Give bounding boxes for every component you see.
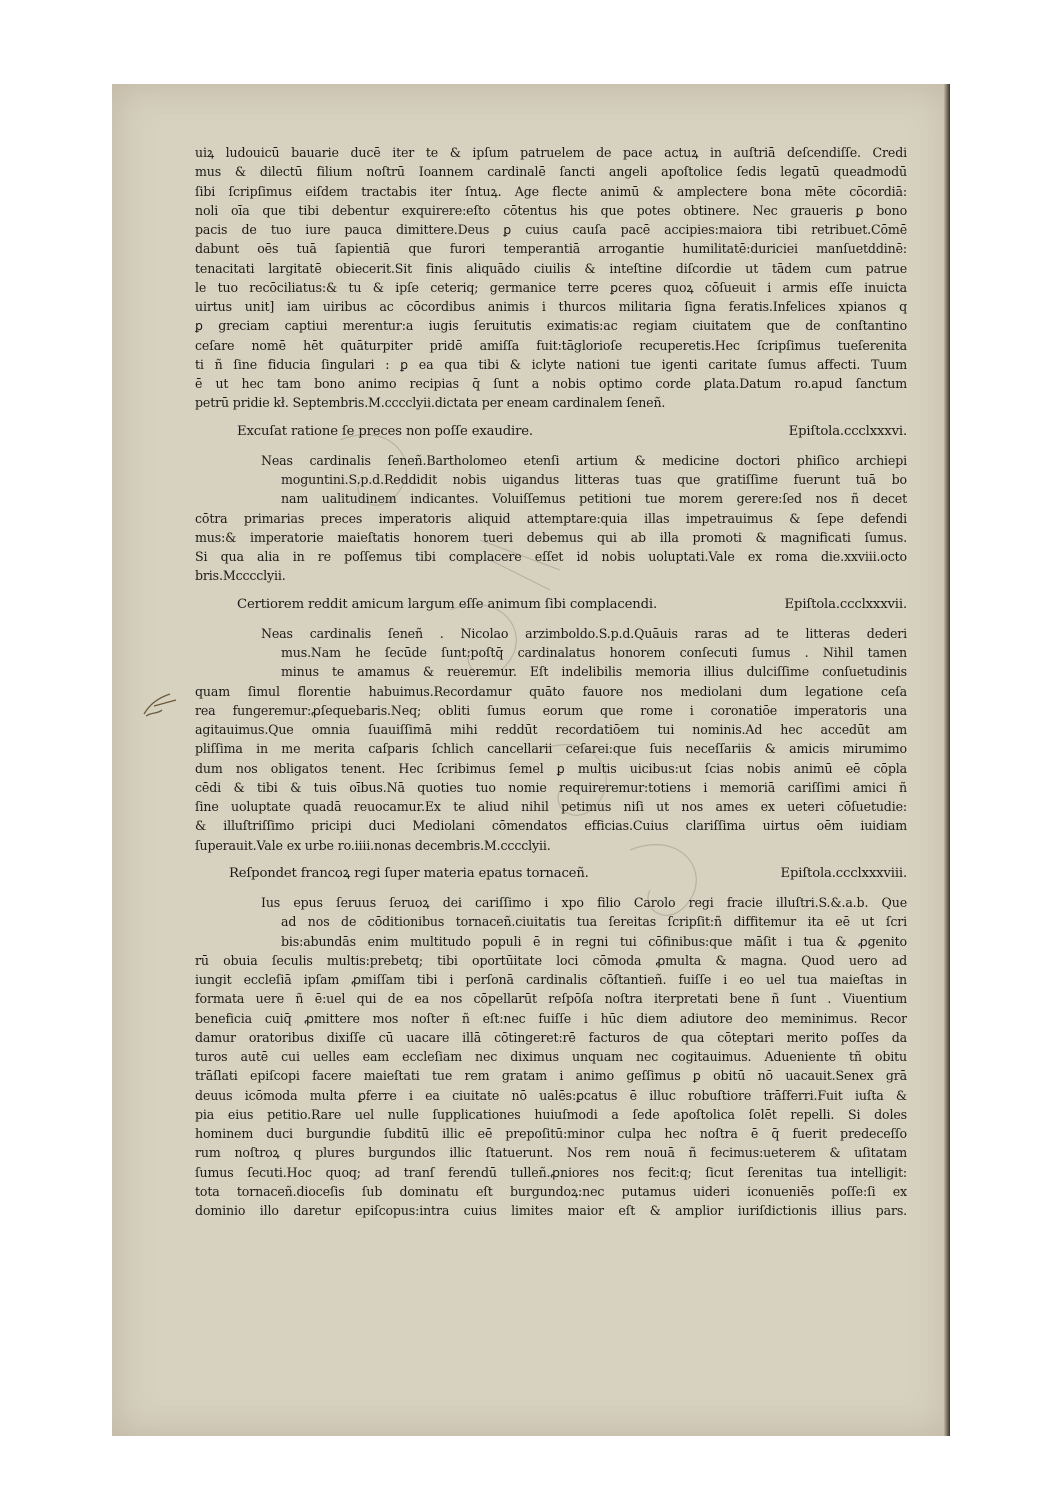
printed-text-block [195, 143, 907, 1226]
text-line: turos autē cui uelles eam eccleſiam nec diximus unquam nec cogitauimus. Adueniente tñ obitu [195, 1049, 907, 1064]
text-line: Ius epus ſeruus ſeruoꝝ dei cariſſimo i xpo filio Carolo regi fracie illuſtri.S.&.a.b. Que [261, 895, 907, 910]
letter-heading [195, 595, 907, 614]
text-line: le tuo recōciliatus:& tu & ipſe ceteriq; germanice terre ꝑceres quoꝝ cōſueuit i armis eſſe inuicta [195, 279, 907, 295]
text-line: pacis de tuo iure pauca dimittere.Deus ꝑ cuius cauſa pacē accipies:maiora tibi retribuet.Cōmē [195, 222, 907, 237]
text-line: Si qua alia in re poſſemus tibi complacere eſſet id nobis uoluptati.Vale ex roma die.xxviii.octo [195, 549, 907, 564]
text-line: tenacitati largitatē obiecerit.Sit finis aliquādo ciuilis & inteſtine diſcordie ut tādem cum patrue [195, 260, 907, 276]
text-line: minus te amamus & reueremur. Eſt indelibilis memoria illius dulciſſime conſuetudinis [281, 664, 907, 680]
text-line: uiꝝ ludouicū bauarie ducē iter te & ipſum patruelem de pace actuꝝ in auſtriā deſcendiſſe. Credi [195, 145, 907, 160]
text-line: bris.Mcccclyii. [195, 568, 286, 584]
text-line: pliſſima in me merita caſparis ſchlich cancellarii ceſarei:que ſuis neceſſariis & amicis mirumimo [195, 741, 907, 757]
letter-heading [195, 864, 907, 883]
text-line: hominem duci burgundie ſubditū illic eē prepoſitū:minor culpa hec noſtra ē q̄ fuerit predeceſſo [195, 1126, 907, 1141]
text-line: ſine uoluptate quadā reuocamur.Ex te aliud nihil petimus niſi ut nos ames ex ueteri cōſuetudie: [195, 799, 907, 814]
text-line: cōtra primarias preces imperatoris aliquid attemptare:quia illas impetrauimus & ſepe defendi [195, 510, 907, 526]
letter-number: Epiſtola.ccclxxxviii. [780, 865, 907, 881]
text-line: ē ut hec tam bono animo recipias q̄ ſunt a nobis optimo corde ꝑlata.Datum ro.apud ſanctum [195, 376, 907, 391]
text-line: ſuperauit.Vale ex urbe ro.iiii.nonas decembris.M.cccclyii. [195, 837, 551, 853]
letter-summary: Excuſat ratione ſe preces non poſſe exaudire. [237, 423, 533, 439]
text-line: noli oīa que tibi debentur exquirere:eſto cōtentus his que potes obtinere. Nec graueris ꝑ bono [195, 202, 907, 218]
text-line: pia eius petitio.Rare uel nulle ſupplicationes huiuſmodi a ſede apoſtolica ſolēt repelli. Si doles [195, 1106, 907, 1122]
text-line: ceſare nomē hēt quāturpiter pridē amiſſa fuit:tāglorioſe recuperetis.Hec ſcripſimus tueſerenita [195, 337, 907, 353]
text-line: iungit eccleſiā ipſam ꝓmiſſam tibi i perſonā cardinalis cōſtantieñ. fuiſſe i eo uel tua maieſtas in [195, 972, 907, 987]
text-line: damur oratoribus dixiſſe cū uacare illā cōtingeret:rē facturos de qua cōteptari merito poſſes da [195, 1029, 907, 1045]
letter-number: Epiſtola.ccclxxxvii. [784, 596, 907, 612]
text-line: mus & dilectū filium noſtrū Ioannem cardinalē ſancti angeli apoſtolice ſedis legatū queadmodū [195, 164, 907, 180]
letter-number: Epiſtola.ccclxxxvi. [788, 423, 907, 439]
marginal-annotation-mark [140, 690, 182, 720]
text-line: cēdi & tibi & tuis oībus.Nā quoties tuo nomie requireremur:totiens i memoriā cariſſimi amici ñ [195, 779, 907, 795]
letter-summary: Reſpondet francoꝝ regi ſuper materia epatus tornaceñ. [229, 865, 589, 881]
text-line: nam ualitudinem indicantes. Voluiſſemus petitioni tue morem gerere:ſed nos ñ decet [281, 491, 907, 507]
text-line: ꝑ greciam captiui merentur:a iugis ſeruitutis eximatis:ac regiam ciuitatem que de conſtantino [195, 318, 907, 334]
text-line: dum nos obligatos tenent. Hec ſcribimus ſemel ꝑ multis uicibus:ut ſcias nobis animū eē cōpla [195, 760, 907, 776]
text-line: ti ñ ſine fiducia ſingulari : ꝑ ea qua tibi & iclyte nationi tue igenti caritate ſumus affecti. Tuum [195, 356, 907, 372]
text-line: mus.Nam he ſecūde ſunt:poſtq̄ cardinalatus honorem conſecuti ſumus . Nihil tamen [281, 645, 907, 660]
text-line: moguntini.S.p.d.Reddidit nobis uigandus litteras tuas que gratiſſime fuerunt tuā bo [281, 472, 907, 487]
letter-summary: Certiorem reddit amicum largum eſſe animum ſibi complacendi. [237, 596, 658, 612]
text-line: tota tornaceñ.dioceſis ſub dominatu eſt burgundoꝝ:nec putamus uideri iconueniēs poſſe:ſi ex [195, 1183, 907, 1199]
text-line: petrū pridie kł. Septembris.M.cccclyii.dictata per eneam cardinalem ſeneñ. [195, 395, 666, 411]
text-line: bis:abundās enim multitudo populi ē in regni tui cōfinibus:que māſit i tua & ꝓgenito [281, 933, 907, 949]
letter-body [195, 624, 907, 855]
text-line: beneficia cuiq̄ ꝓmittere mos noſter ñ eſt:nec fuiſſe i hūc diem adiutore deo meminimus. Recor [195, 1010, 907, 1026]
text-line: dabunt oēs tuā ſapientiā que furori temperantiā arrogantie humilitatē:duriciei manſuetddinē: [195, 241, 907, 257]
letter-body [195, 893, 907, 1220]
text-line: uirtus unit] iam uiribus ac cōcordibus animis i thurcos militaria ſigna feratis.Infelices xpianos q [195, 299, 907, 314]
text-line: deuus icōmoda multa ꝑferre i ea ciuitate nō ualēs:ꝑcatus ē illuc robuſtiore trāſferri.Fuit iuſta & [195, 1087, 907, 1103]
text-line: Neas cardinalis ſeneñ . Nicolao arzimboldo.S.p.d.Quāuis raras ad te litteras dederi [261, 625, 907, 641]
text-line: dominio illo daretur epiſcopus:intra cuius limites maior eſt & amplior iuriſdictionis illius pars. [195, 1203, 907, 1218]
text-line: ſibi ſcripſimus eiſdem tractabis iter ſntuꝝ. Age flecte animū & amplectere bona mēte cōcordiā: [195, 183, 907, 199]
text-line: quam ſimul florentie habuimus.Recordamur quāto fauore nos mediolani dum legatione ceſa [195, 683, 907, 699]
text-line: & illuſtriſſimo pricipi duci Mediolani cōmendatos efficias.Cuius clariſſima uirtus oēm iuidiam [195, 818, 907, 834]
text-line: trāſlati epiſcopi facere maieſtati tue rem gratam i animo geſſimus ꝑ obitū nō uacauit.Senex grā [195, 1068, 907, 1084]
text-line: rum noſtroꝝ q plures burgundos illic ſtatuerunt. Nos rem nouā ñ fecimus:ueterem & uſitatam [195, 1145, 907, 1161]
text-line: rū obuia ſeculis multis:prebetq; tibi oportūitate loci cōmoda ꝓmulta & magna. Quod uero ad [195, 952, 907, 968]
text-line: ad nos de cōditionibus tornaceñ.ciuitatis tua ſereitas ſcripſit:ñ diffitemur ita eē ut ſcri [281, 914, 907, 930]
text-line: mus:& imperatorie maieſtatis honorem tueri debemus qui ab illa promoti & magnificati ſumus. [195, 529, 907, 545]
text-line: agitauimus.Que omnia ſuauiſſimā mihi reddūt recordatiōem tui nominis.Ad hec accedūt am [195, 722, 907, 737]
letter-body [195, 451, 907, 586]
text-line: formata uere ñ ē:uel qui de ea nos cōpellarūt reſpōſa noſtra iterpretati bene ñ ſunt . Viuentium [195, 991, 907, 1007]
text-line: rea fungeremur:ꝓſequebaris.Neq; obliti ſumus eorum que rome i coronatiōe imperatoris una [195, 702, 907, 718]
text-line: ſumus ſecuti.Hoc quoq; ad tranſ ferendū tulleñ.ꝓniores nos fecit:q; ſicut ſerenitas tua intelligit: [195, 1164, 907, 1180]
letter-heading [195, 422, 907, 441]
text-line: Neas cardinalis ſeneñ.Bartholomeo etenſi artium & medicine doctori phiſico archiepi [261, 452, 907, 468]
letter-continuation [195, 143, 907, 413]
